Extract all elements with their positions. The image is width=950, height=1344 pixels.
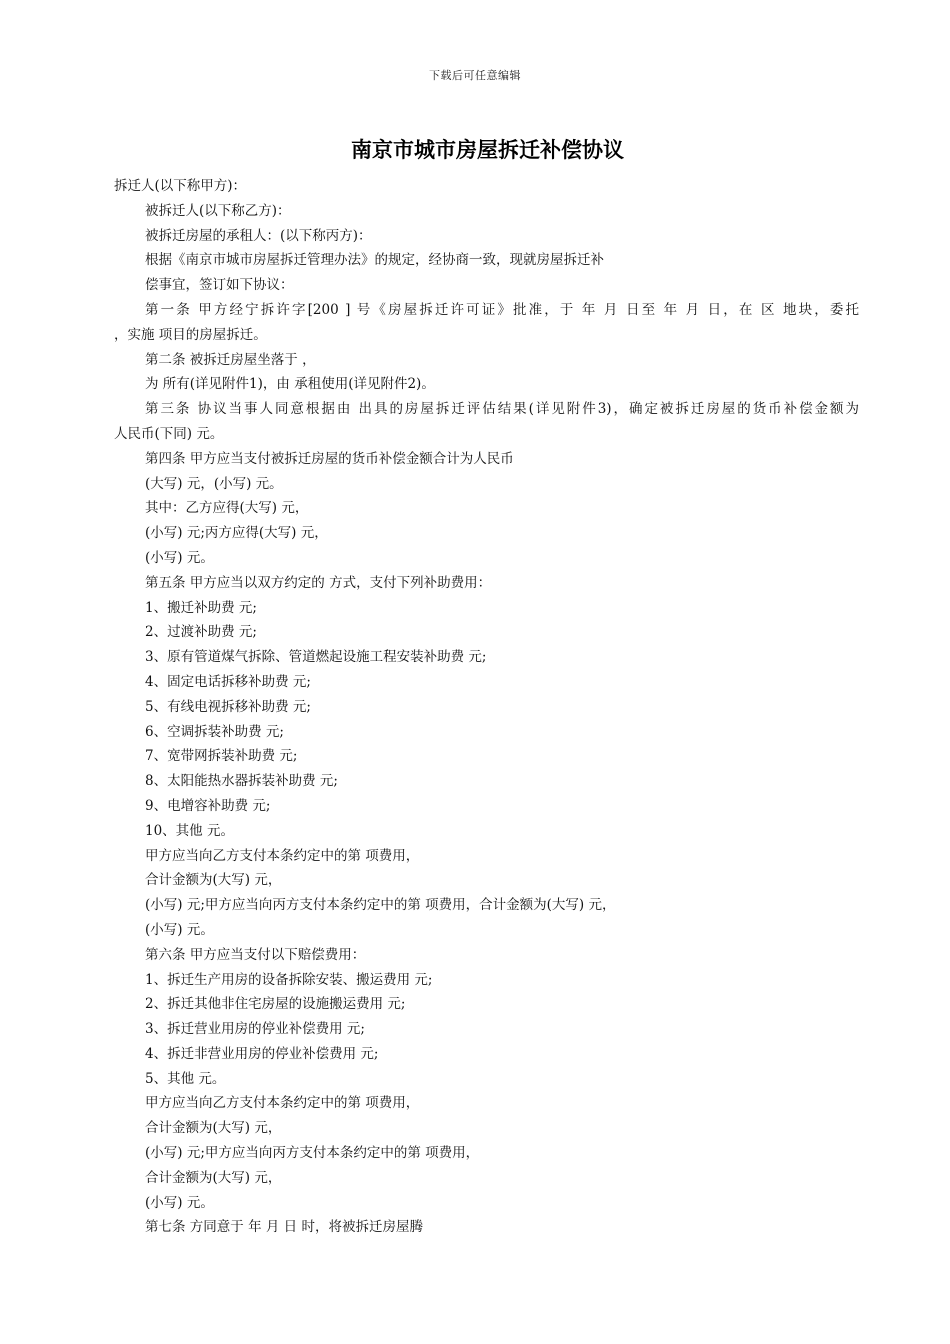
text-line: 9、电增容补助费 元;: [145, 797, 271, 814]
text-line: 人民币(下同) 元。: [114, 425, 224, 442]
document-title: 南京市城市房屋拆迁补偿协议: [351, 138, 624, 162]
text-line: (小写) 元;甲方应当向丙方支付本条约定中的第 项费用，: [145, 1145, 480, 1162]
text-line: 4、固定电话拆移补助费 元;: [145, 673, 311, 690]
text-line: 1、搬迁补助费 元;: [145, 599, 257, 616]
text-line: 第五条 甲方应当以双方约定的 方式，支付下列补助费用：: [145, 574, 492, 591]
text-line: (小写) 元;甲方应当向丙方支付本条约定中的第 项费用，合计金额为(大写) 元，: [145, 897, 616, 914]
text-line: 合计金额为(大写) 元，: [145, 872, 282, 889]
text-line: 合计金额为(大写) 元，: [145, 1169, 282, 1186]
text-line: 根据《南京市城市房屋拆迁管理办法》的规定，经协商一致，现就房屋拆迁补: [145, 252, 604, 269]
text-line: 拆迁人(以下称甲方)：: [114, 178, 247, 194]
text-line: 1、拆迁生产用房的设备拆除安装、搬运费用 元;: [145, 971, 433, 988]
text-line: 第二条 被拆迁房屋坐落于 ，: [145, 351, 316, 368]
text-line: (大写) 元，(小写) 元。: [145, 475, 283, 492]
text-line: 7、宽带网拆装补助费 元;: [145, 748, 298, 765]
text-line: 10、其他 元。: [145, 822, 234, 839]
text-line: 5、其他 元。: [145, 1070, 226, 1087]
text-line: 偿事宜，签订如下协议：: [145, 277, 294, 294]
text-line: (小写) 元;丙方应得(大写) 元，: [145, 525, 328, 542]
text-line: 8、太阳能热水器拆装补助费 元;: [145, 773, 338, 790]
text-line: (小写) 元。: [145, 1194, 214, 1211]
text-line: 甲方应当向乙方支付本条约定中的第 项费用，: [145, 847, 420, 864]
text-line: 合计金额为(大写) 元，: [145, 1120, 282, 1137]
text-line: 被拆迁人(以下称乙方)：: [145, 202, 291, 219]
text-line: (小写) 元。: [145, 549, 214, 566]
document-body: [114, 174, 859, 1240]
text-line: ，实施 项目的房屋拆迁。: [114, 326, 267, 343]
text-line: 3、拆迁营业用房的停业补偿费用 元;: [145, 1021, 365, 1038]
page-header: 下载后可任意编辑: [429, 69, 521, 82]
text-line: 3、原有管道煤气拆除、管道燃起设施工程安装补助费 元;: [145, 649, 487, 666]
text-line: 5、有线电视拆移补助费 元;: [145, 698, 311, 715]
text-line: 其中：乙方应得(大写) 元，: [145, 500, 309, 517]
text-line: 第四条 甲方应当支付被拆迁房屋的货币补偿金额合计为人民币: [145, 450, 514, 467]
text-line: 为 所有(详见附件1)，由 承租使用(详见附件2)。: [145, 376, 435, 393]
text-line: 4、拆迁非营业用房的停业补偿费用 元;: [145, 1045, 379, 1062]
text-line: 第一条 甲方经宁拆许字[200 ] 号《房屋拆迁许可证》批准，于 年 月 日至 年 月 日，在 区 地块，委托: [145, 301, 859, 318]
text-line: 被拆迁房屋的承租人：(以下称丙方)：: [145, 227, 372, 244]
text-line: 第七条 方同意于 年 月 日 时，将被拆迁房屋腾: [145, 1219, 423, 1236]
text-line: 甲方应当向乙方支付本条约定中的第 项费用，: [145, 1095, 420, 1112]
text-line: 第六条 甲方应当支付以下赔偿费用：: [145, 946, 366, 963]
text-line: 第三条 协议当事人同意根据由 出具的房屋拆迁评估结果(详见附件3)，确定被拆迁房屋的货币补偿金额为: [145, 401, 859, 418]
text-line: (小写) 元。: [145, 921, 214, 938]
text-line: 2、过渡补助费 元;: [145, 624, 257, 641]
text-line: 2、拆迁其他非住宅房屋的设施搬运费用 元;: [145, 996, 406, 1013]
text-line: 6、空调拆装补助费 元;: [145, 723, 284, 740]
